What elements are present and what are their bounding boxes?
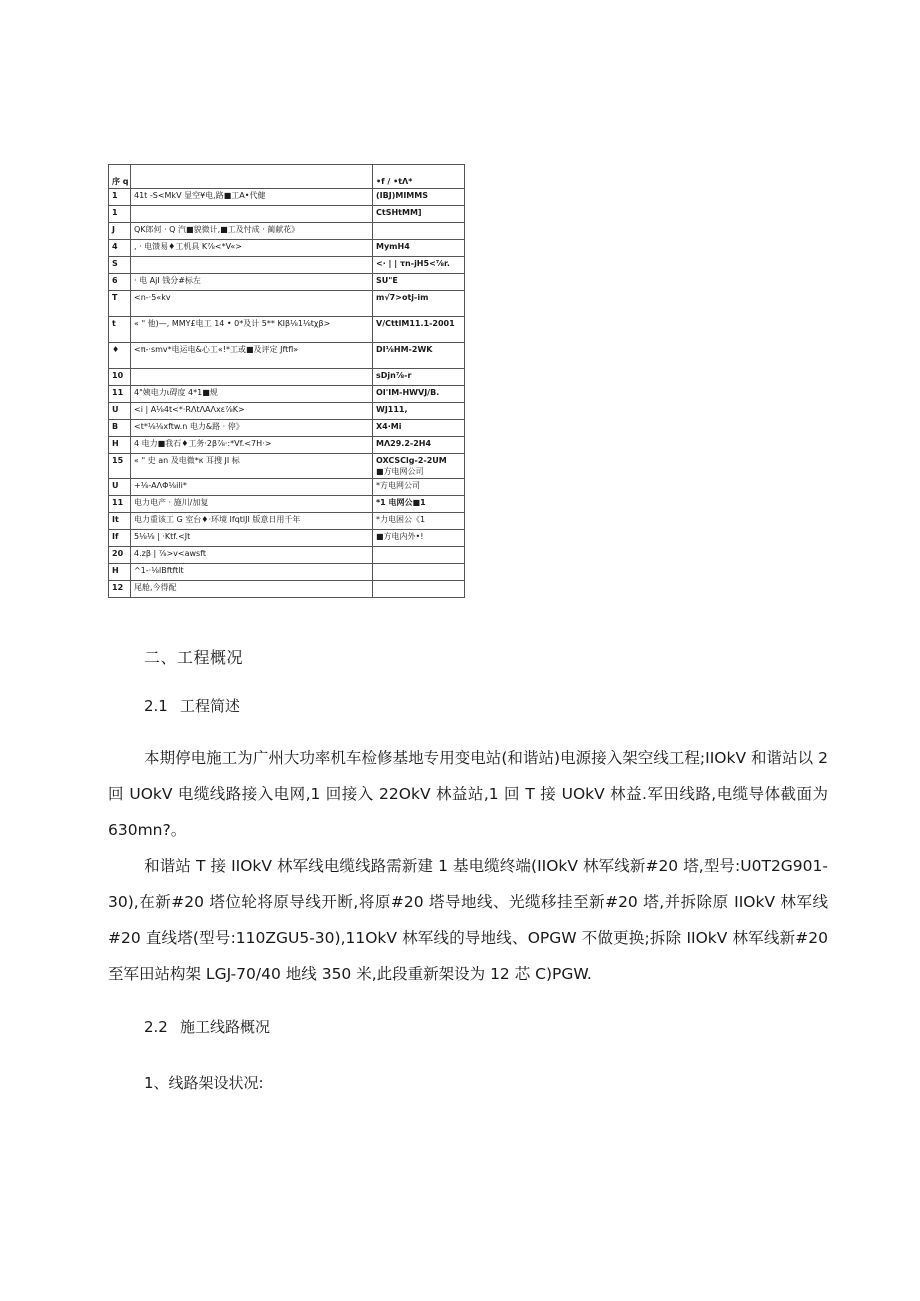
row-number: 10	[109, 369, 131, 386]
row-title: 电力电产 · 施川/加复	[131, 496, 373, 513]
row-code: sDjn⅞-r	[376, 371, 412, 380]
table-row	[109, 189, 465, 206]
row-number: It	[109, 513, 131, 530]
row-code: *1 电网公■1	[376, 498, 426, 507]
reference-standards-table	[108, 164, 465, 598]
row-code-cell	[373, 530, 465, 547]
row-code-cell	[373, 403, 465, 420]
paragraph-tower-work	[108, 848, 828, 992]
row-issuer: *方电网公司	[376, 481, 420, 490]
table-row	[109, 257, 465, 274]
table-row	[109, 291, 465, 317]
row-code: X4·Mi	[376, 422, 402, 431]
table-row	[109, 564, 465, 581]
row-code: MymH4	[376, 242, 410, 251]
row-code-cell	[373, 189, 465, 206]
row-title: 4 电力■我石♦工务·2β⅞·:*Vf.<7H·>	[131, 437, 373, 454]
row-code-cell	[373, 223, 465, 240]
subsection-2-2-heading	[144, 1016, 270, 1037]
row-number: 20	[109, 547, 131, 564]
row-number: t	[109, 317, 131, 343]
table-row	[109, 343, 465, 369]
row-code: DI⅛HM-2WK	[376, 345, 433, 354]
row-number: 4	[109, 240, 131, 257]
row-title: <π-·smv*电运电&心工«!*工或■及评定 Jftfl»	[131, 343, 373, 369]
row-code-cell	[373, 437, 465, 454]
table-row	[109, 420, 465, 437]
row-issuer: ■方电网公司	[376, 467, 424, 476]
row-code-cell	[373, 564, 465, 581]
row-code: MΛ29.2-2H4	[376, 439, 432, 448]
table-row	[109, 206, 465, 223]
row-code-cell	[373, 547, 465, 564]
row-number: ♦	[109, 343, 131, 369]
section-heading: 二、工程概况	[144, 648, 244, 667]
row-code: <· | | τn-jH5<⅞r.	[376, 259, 450, 268]
row-title: « " 他)—, MMY£电工 14 • 0*及计 5** KIβ⅛1⅛tχβ>	[131, 317, 373, 343]
row-title: 4.zβ | ⅞>v<awsft	[131, 547, 373, 564]
row-number: U	[109, 479, 131, 496]
row-code-cell	[373, 206, 465, 223]
table-row	[109, 274, 465, 291]
row-number: 15	[109, 454, 131, 479]
table-row	[109, 454, 465, 479]
row-title	[131, 369, 373, 386]
row-title: <i | A⅛4t<*·RΛtΛAΛxε⅞K>	[131, 403, 373, 420]
table-row	[109, 547, 465, 564]
row-code: WJ111,	[376, 405, 408, 414]
header-no: 序 q	[109, 165, 131, 189]
row-code: OXCSClg-2-2UM	[376, 456, 447, 465]
row-title	[131, 257, 373, 274]
row-number: 11	[109, 496, 131, 513]
row-number: 11	[109, 386, 131, 403]
row-number: U	[109, 403, 131, 420]
row-code-cell	[373, 240, 465, 257]
table-row	[109, 513, 465, 530]
paragraph-project-summary-text: 本期停电施工为广州大功率机车检修基地专用变电站(和谐站)电源接入架空线工程;IIOkV 和谐站以 2 回 UOkV 电缆线路接入电网,1 回接入 22OkV 林益站,1 回 T 接 UOkV 林益.军田线路,电缆导体截面为 630mn?。	[108, 749, 828, 839]
header-code: •f / •tΛ*	[373, 165, 465, 189]
row-number: H	[109, 564, 131, 581]
row-number: If	[109, 530, 131, 547]
row-code-cell	[373, 496, 465, 513]
row-number: H	[109, 437, 131, 454]
row-issuer: ■方电内外•!	[376, 532, 424, 541]
row-code-cell	[373, 274, 465, 291]
paragraph-project-summary	[108, 740, 828, 848]
table-row	[109, 403, 465, 420]
row-number: 1	[109, 206, 131, 223]
row-issuer: *力电困公《1	[376, 515, 426, 524]
row-code: V/CttlM11.1-2001	[376, 319, 455, 328]
row-code-cell	[373, 386, 465, 403]
row-code-cell	[373, 343, 465, 369]
paragraph-tower-work-text: 和谐站 T 接 IIOkV 林军线电缆线路需新建 1 基电缆终端(IIOkV 林军线新#20 塔,型号:U0T2G901-30),在新#20 塔位轮将原导线开断,将原#20 塔导地线、光缆移挂至新#20 塔,并拆除原 IIOkV 林军线#20 直线塔(型号:110ZGU5-30),11OkV 林军线的导地线、OPGW 不做更换;拆除 IIOkV 林军线新#20 至军田站构架 LGJ-70/40 地线 350 米,此段重新架设为 12 芯 C)PGW.	[108, 857, 828, 983]
subsection-2-2-number: 2.2	[144, 1018, 168, 1036]
row-title: QK郎何 · Q 汽■貌微计,■工及忖成 · 蔺献花》	[131, 223, 373, 240]
row-code: m√7>otj-im	[376, 293, 429, 302]
row-code: (IBJ)MIMMS	[376, 191, 428, 200]
row-code-cell	[373, 479, 465, 496]
table-row	[109, 223, 465, 240]
row-title: <t*⅛⅛xftw.n 电力&路 · 停》	[131, 420, 373, 437]
row-number: B	[109, 420, 131, 437]
table-row	[109, 386, 465, 403]
table-row	[109, 530, 465, 547]
row-title: 4"姨电力ι碍度 4*1■规	[131, 386, 373, 403]
row-title: · 电 AjI 钱分#标左	[131, 274, 373, 291]
list-item-line-erection: 1、线路架设状况:	[144, 1074, 264, 1092]
table-row	[109, 369, 465, 386]
row-number: J	[109, 223, 131, 240]
row-title: 5⅛⅛ | ·Ktf.<Jt	[131, 530, 373, 547]
row-number: T	[109, 291, 131, 317]
row-code-cell	[373, 513, 465, 530]
subsection-2-1-heading	[144, 695, 240, 716]
row-code-cell	[373, 581, 465, 598]
row-code: OI'IM-HWVJ/B.	[376, 388, 440, 397]
row-code-cell	[373, 369, 465, 386]
row-code-cell	[373, 454, 465, 479]
table-row	[109, 581, 465, 598]
subsection-2-1-number: 2.1	[144, 697, 168, 715]
row-code-cell	[373, 420, 465, 437]
table-row	[109, 317, 465, 343]
table-row	[109, 240, 465, 257]
row-number: S	[109, 257, 131, 274]
subsection-2-1-title: 工程简述	[180, 697, 241, 715]
table-row	[109, 437, 465, 454]
row-title: , · 电馈易♦工机具 K⅞<*V«>	[131, 240, 373, 257]
row-title	[131, 206, 373, 223]
header-title	[131, 165, 373, 189]
row-number: 1	[109, 189, 131, 206]
row-title: 41t -S<MkV 显空¥电,路■工A•代健	[131, 189, 373, 206]
row-code-cell	[373, 317, 465, 343]
row-title: 电力重该工 G 室台♦·环境 IfqtlJI 版意日用千年	[131, 513, 373, 530]
row-title: <n-·5«kv	[131, 291, 373, 317]
subsection-2-2-title: 施工线路概况	[180, 1018, 271, 1036]
table-header-row	[109, 165, 465, 189]
row-number: 6	[109, 274, 131, 291]
row-title: « " 史 an 及电微*κ 耳搜 JI 标	[131, 454, 373, 479]
row-code: SU"E	[376, 276, 398, 285]
row-title: 尾舱,今得配	[131, 581, 373, 598]
row-title: +⅛-AΛΦ⅛ili*	[131, 479, 373, 496]
row-code-cell	[373, 291, 465, 317]
row-code: CtSHtMM]	[376, 208, 422, 217]
row-title: ^1-·⅛lBftftlt	[131, 564, 373, 581]
table-row	[109, 496, 465, 513]
row-number: 12	[109, 581, 131, 598]
row-code-cell	[373, 257, 465, 274]
table-row	[109, 479, 465, 496]
